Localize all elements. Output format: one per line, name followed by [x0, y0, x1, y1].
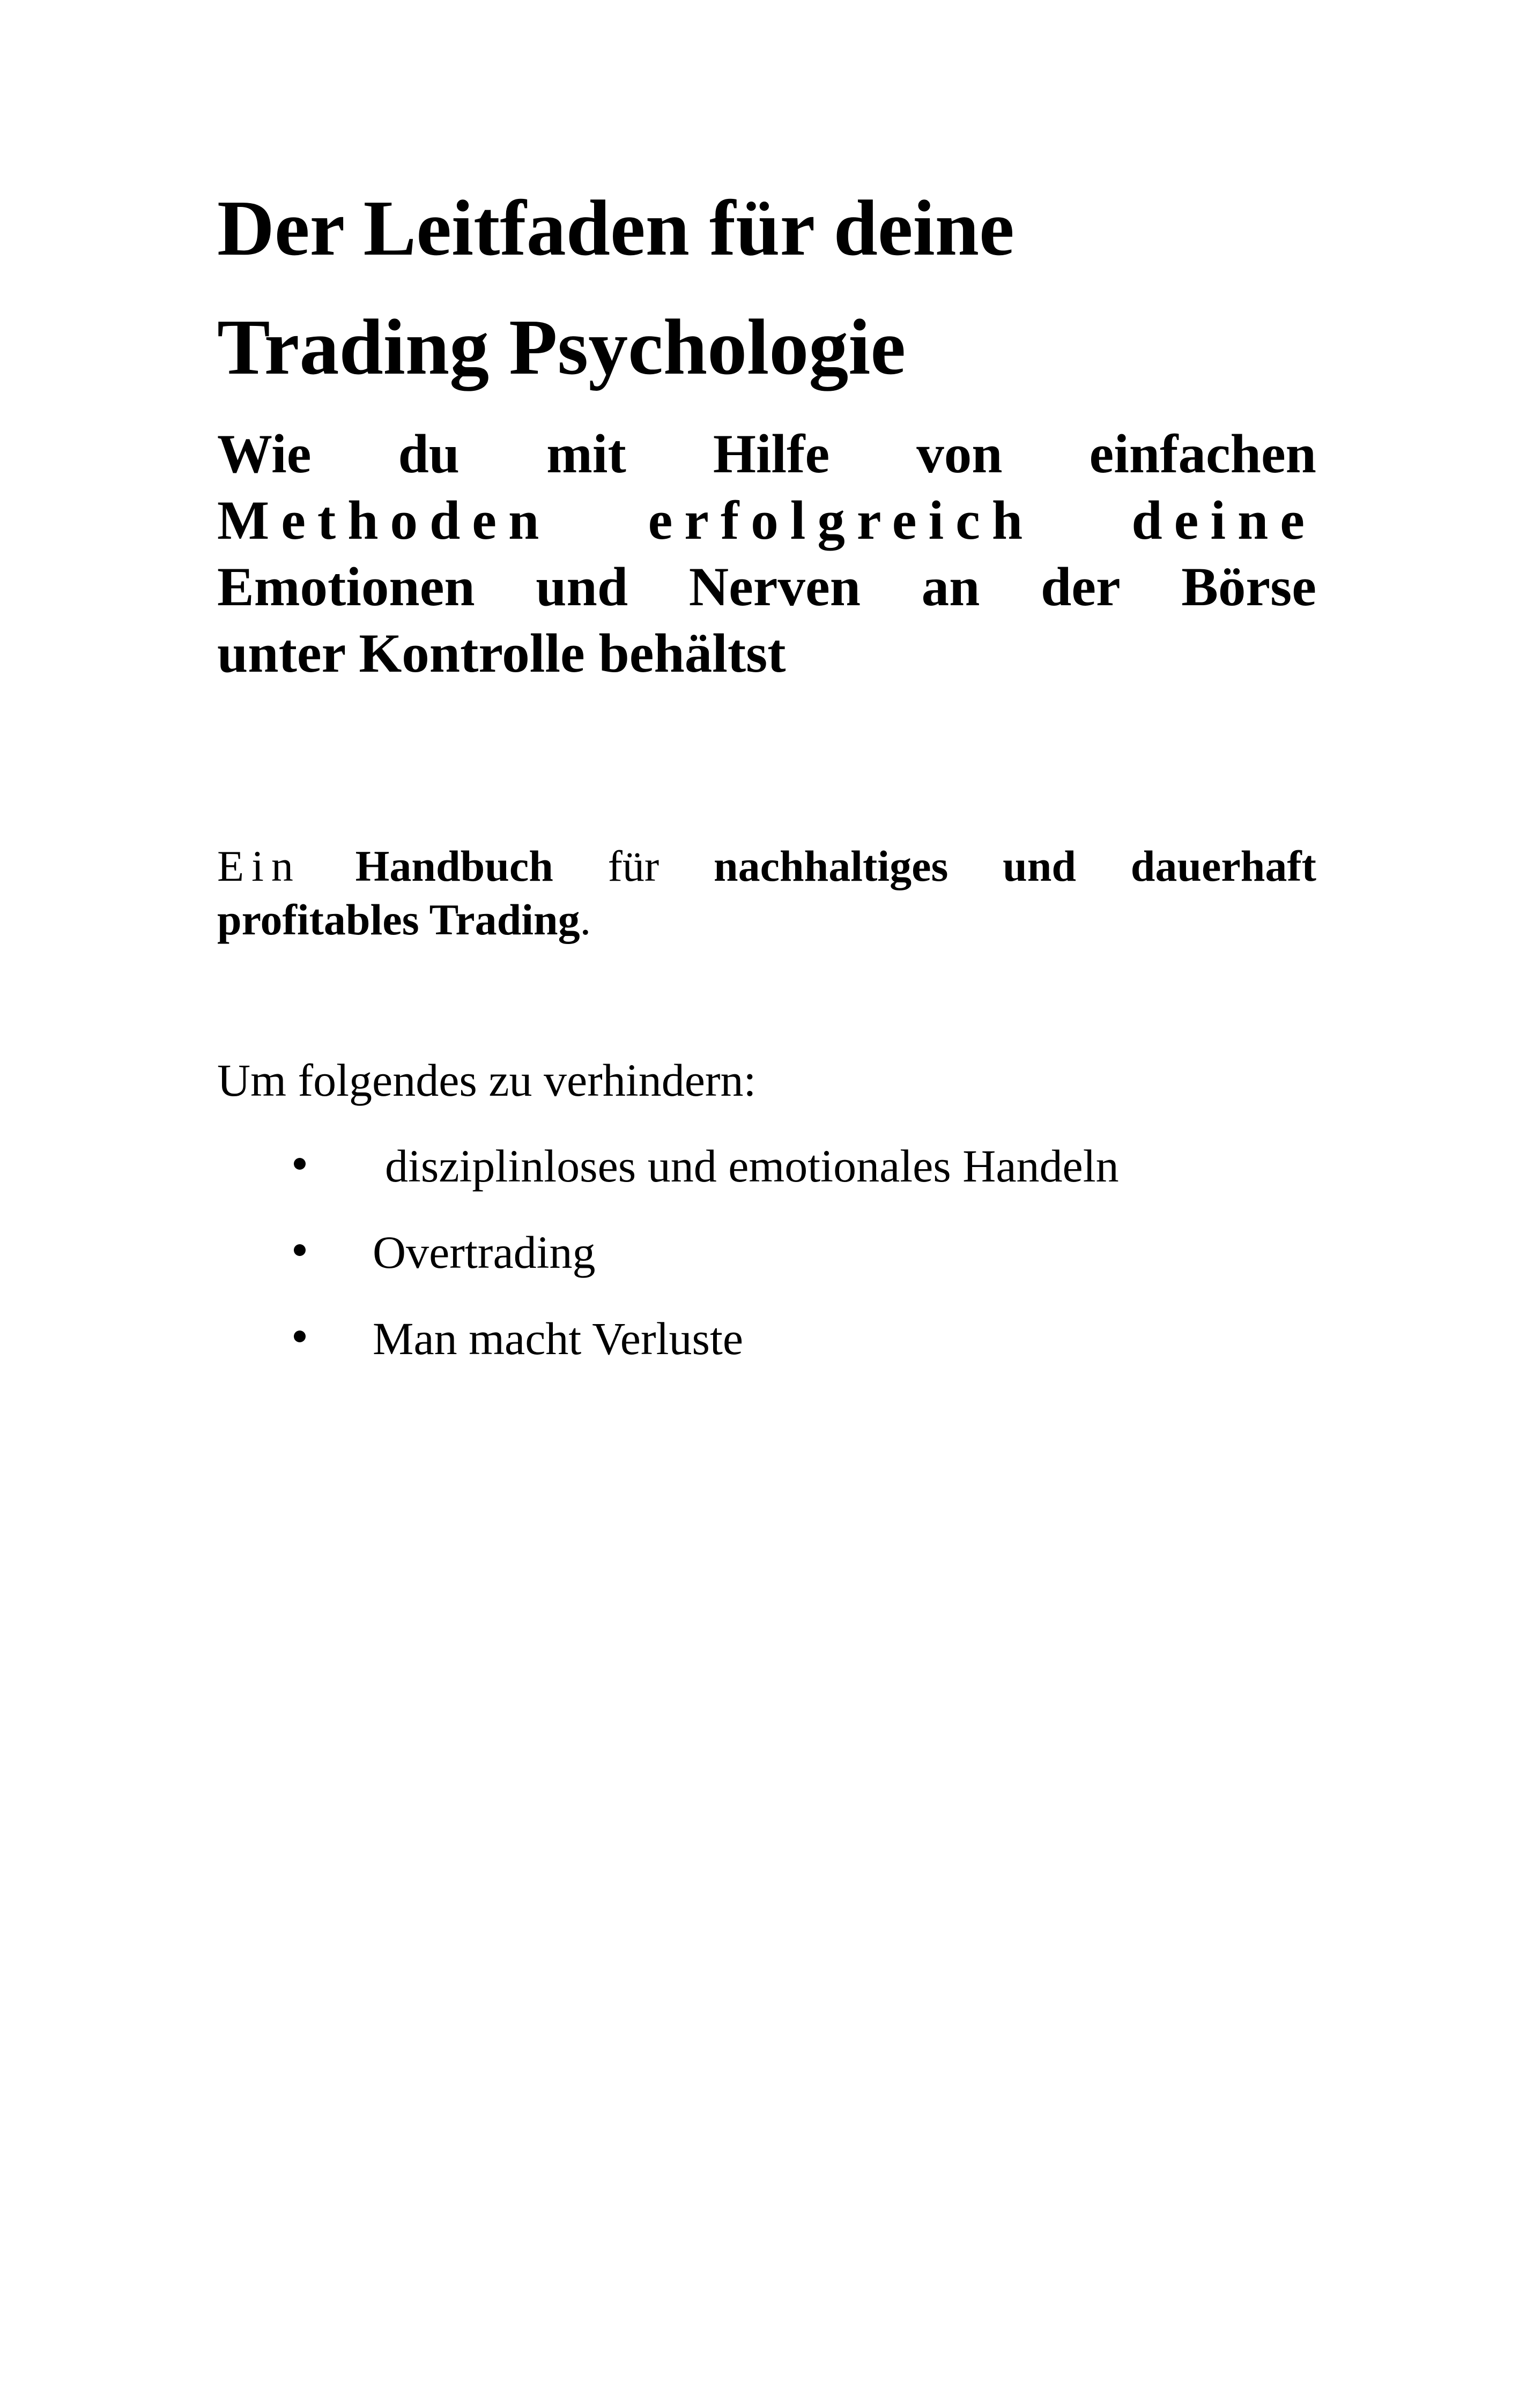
subtitle-word: du — [398, 423, 460, 485]
title-line-1: Der Leitfaden für deine — [217, 184, 1014, 272]
subtitle-word: von — [916, 423, 1003, 485]
subtitle-word: deine — [1131, 490, 1316, 551]
intro-period: . — [580, 895, 591, 944]
intro-word-handbuch: Handbuch — [355, 842, 553, 890]
subtitle-word: mit — [546, 423, 626, 485]
subtitle-line-2 — [217, 490, 1316, 551]
subtitle-line-3 — [217, 556, 1316, 618]
subtitle-word: Börse — [1181, 556, 1316, 618]
subtitle-word: Nerven — [688, 556, 861, 618]
subtitle-line-4: unter Kontrolle behältst — [217, 623, 786, 684]
subtitle-word: Emotionen — [217, 556, 475, 618]
subtitle-word: Hilfe — [713, 423, 830, 485]
intro-line-2 — [217, 895, 1316, 944]
prevent-heading: Um folgendes zu verhindern: — [217, 1054, 757, 1106]
list-item-text: disziplinloses und emotionales Handeln — [385, 1140, 1119, 1192]
bullet-icon — [294, 1244, 306, 1256]
bullet-icon — [294, 1331, 306, 1342]
list-item-text: Man macht Verluste — [373, 1313, 744, 1364]
intro-line-1 — [217, 844, 1316, 888]
intro-word-ein: Ein — [217, 842, 301, 890]
subtitle-word: erfolgreich — [648, 490, 1035, 551]
subtitle-word: an — [921, 556, 980, 618]
intro-word-fuer: für — [607, 842, 660, 890]
subtitle-word: der — [1040, 556, 1121, 618]
subtitle-word: Wie — [217, 423, 312, 485]
intro-word-dauerhaft: dauerhaft — [1130, 842, 1316, 890]
subtitle-word: Methoden — [217, 490, 551, 551]
bullet-icon — [294, 1158, 306, 1170]
subtitle-word: einfachen — [1089, 423, 1316, 485]
intro-word-und: und — [1003, 842, 1076, 890]
subtitle-word: und — [536, 556, 628, 618]
subtitle-line-1 — [217, 423, 1316, 485]
intro-word-nachhaltiges: nachhaltiges — [714, 842, 949, 890]
intro-word-profitables: profitables Trading — [217, 895, 580, 944]
list-item-text: Overtrading — [373, 1227, 596, 1278]
title-line-2: Trading Psychologie — [217, 303, 906, 391]
